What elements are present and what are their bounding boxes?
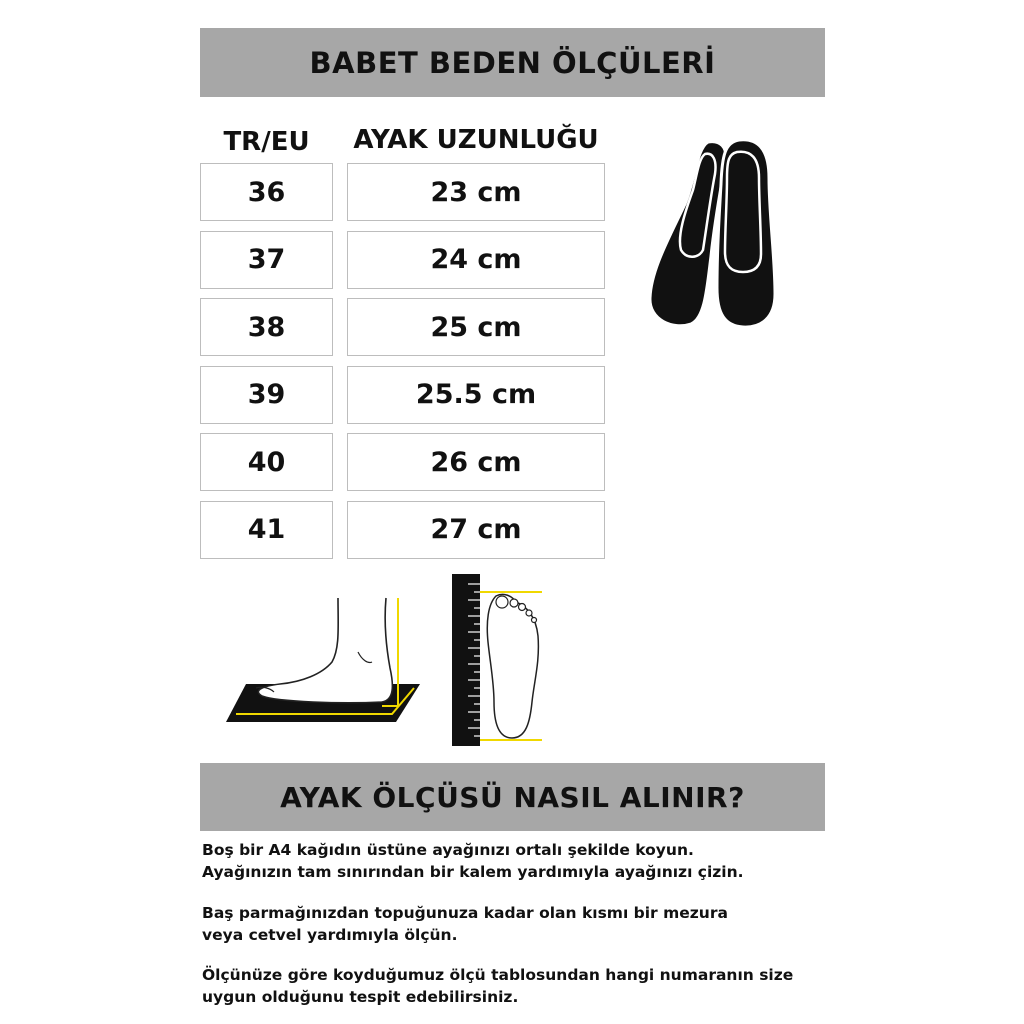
length-cell: 26 cm bbox=[347, 433, 605, 491]
size-cell: 38 bbox=[200, 298, 333, 356]
size-chart-title-text: BABET BEDEN ÖLÇÜLERİ bbox=[309, 45, 716, 80]
size-cell: 39 bbox=[200, 366, 333, 424]
instruction-paragraph bbox=[202, 902, 842, 946]
column-header-foot-length: AYAK UZUNLUĞU bbox=[353, 125, 599, 155]
how-to-measure-title-text: AYAK ÖLÇÜSÜ NASIL ALINIR? bbox=[280, 780, 745, 814]
column-header-size: TR/EU bbox=[223, 127, 310, 157]
size-cell: 40 bbox=[200, 433, 333, 491]
instruction-line: Baş parmağınızdan topuğunuza kadar olan kısmı bir mezura bbox=[202, 904, 728, 922]
instruction-line: Ayağınızın tam sınırından bir kalem yardımıyla ayağınızı çizin. bbox=[202, 863, 744, 881]
length-cell: 24 cm bbox=[347, 231, 605, 289]
size-cell: 37 bbox=[200, 231, 333, 289]
ballet-flats-icon bbox=[645, 138, 780, 330]
foot-side-measure-icon bbox=[222, 596, 424, 726]
length-cell: 27 cm bbox=[347, 501, 605, 559]
instruction-line: uygun olduğunu tespit edebilirsiniz. bbox=[202, 988, 519, 1006]
size-cell: 36 bbox=[200, 163, 333, 221]
instruction-line: Ölçünüze göre koyduğumuz ölçü tablosundan hangi numaranın size bbox=[202, 966, 794, 984]
size-chart-title bbox=[200, 28, 825, 97]
instruction-line: veya cetvel yardımıyla ölçün. bbox=[202, 926, 458, 944]
instruction-paragraph bbox=[202, 964, 842, 1008]
how-to-measure-title bbox=[200, 763, 825, 831]
foot-ruler-icon bbox=[446, 572, 546, 748]
length-cell: 25.5 cm bbox=[347, 366, 605, 424]
instruction-paragraph bbox=[202, 839, 842, 883]
length-cell: 23 cm bbox=[347, 163, 605, 221]
size-cell: 41 bbox=[200, 501, 333, 559]
instruction-line: Boş bir A4 kağıdın üstüne ayağınızı ortalı şekilde koyun. bbox=[202, 841, 694, 859]
length-cell: 25 cm bbox=[347, 298, 605, 356]
